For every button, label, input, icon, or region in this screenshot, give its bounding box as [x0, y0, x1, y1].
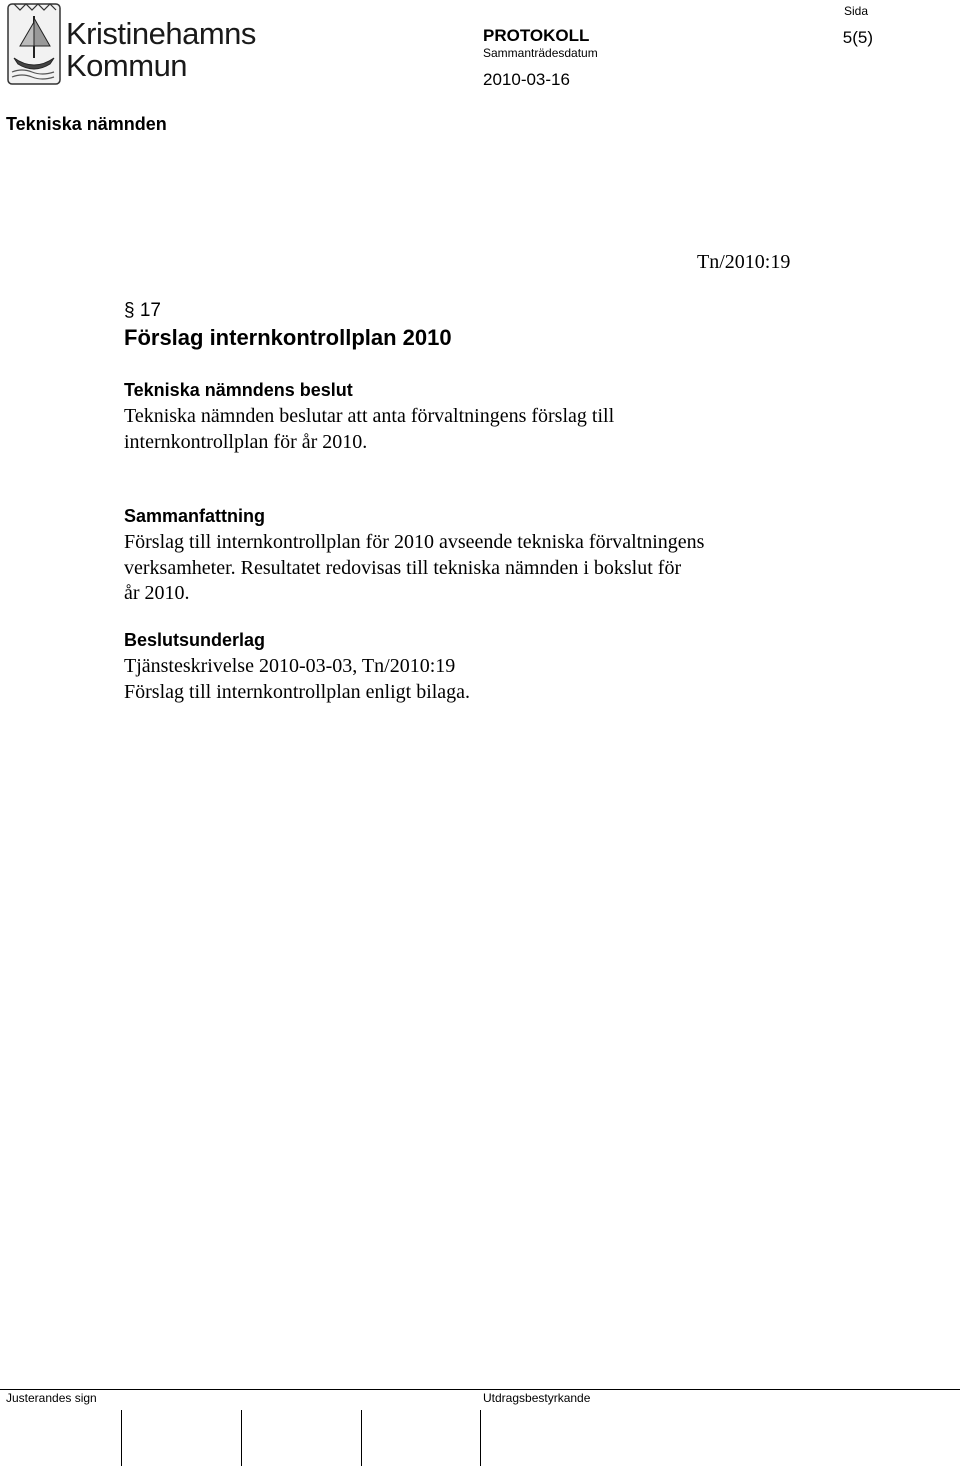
basis-heading: Beslutsunderlag [124, 630, 266, 650]
meeting-date-label: Sammanträdesdatum [483, 46, 598, 60]
summary-line: verksamheter. Resultatet redovisas till tekniska nämnden i bokslut för [124, 556, 682, 579]
signature-box-divider [241, 1410, 242, 1466]
footer-divider [0, 1389, 960, 1390]
logo-org-line1: Kristinehamns [66, 16, 256, 51]
summary-line: Förslag till internkontrollplan för 2010 avseende tekniska förvaltningens [124, 531, 705, 553]
municipality-logo [6, 0, 256, 86]
signature-box-divider [361, 1410, 362, 1466]
decision-line: Tekniska nämnden beslutar att anta förvaltningens förslag till [124, 405, 615, 427]
meeting-date: 2010-03-16 [483, 70, 570, 89]
summary-text [124, 530, 704, 607]
decision-line: internkontrollplan för år 2010. [124, 430, 368, 453]
page-label: Sida [843, 4, 868, 18]
extract-label: Utdragsbestyrkande [483, 1391, 591, 1405]
basis-line: Tjänsteskrivelse 2010-03-03, Tn/2010:19 [124, 655, 456, 677]
case-number: Tn/2010:19 [697, 251, 791, 273]
signature-box-divider [121, 1410, 122, 1466]
section-number: § 17 [124, 300, 161, 321]
page-title: Förslag internkontrollplan 2010 [124, 325, 452, 350]
basis-text [124, 654, 470, 705]
basis-line: Förslag till internkontrollplan enligt bilaga. [124, 680, 471, 703]
signature-label: Justerandes sign [6, 1391, 97, 1405]
decision-text [124, 404, 614, 455]
ship-crest-icon [6, 2, 62, 86]
decision-heading: Tekniska nämndens beslut [124, 380, 353, 400]
committee-name: Tekniska nämnden [6, 114, 167, 134]
page-number: 5(5) [842, 28, 873, 47]
summary-line: år 2010. [124, 582, 190, 604]
summary-heading: Sammanfattning [124, 506, 266, 526]
logo-org-line2: Kommun [66, 48, 188, 83]
doc-type: PROTOKOLL [483, 26, 590, 45]
signature-box-divider [480, 1410, 481, 1466]
